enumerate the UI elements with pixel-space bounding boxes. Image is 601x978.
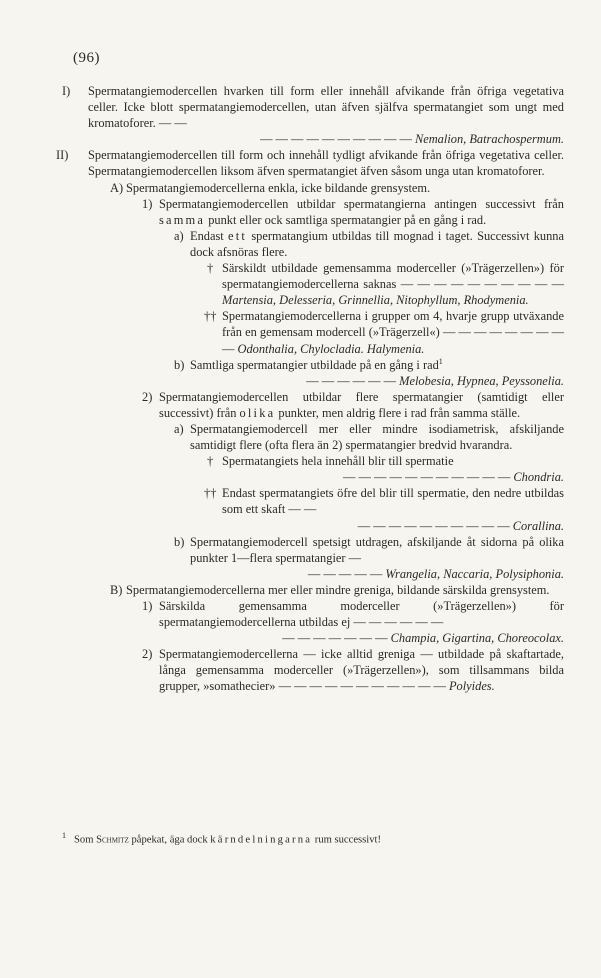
dash-leader: — — — — — — —	[282, 631, 388, 646]
item-text: Spermatangiemodercellerna mer eller mindre greniga, bildande särskilda grensystem.	[126, 582, 550, 597]
genera: Odonthalia, Chylocladia. Halymenia.	[237, 341, 425, 356]
key-item-A2	[62, 389, 564, 421]
key-item-A1a-ddagger	[62, 308, 564, 356]
genera-line	[190, 566, 564, 582]
key-item-A1	[62, 196, 564, 228]
item-label: b)	[174, 357, 185, 372]
item-label: b)	[174, 534, 185, 549]
item-label: 1)	[142, 196, 153, 211]
key-item-A1a-dagger	[62, 260, 564, 308]
item-text: Spermatangiemodercellen till form och innehåll tydligt afvikande från öfriga vegetativa celler. Spermatangiemodercellen liksom äfven spermatangiet äfven såsom unga utan kromatoforer.	[88, 148, 564, 179]
genera: Champia, Gigartina, Choreocolax.	[390, 631, 564, 646]
genera: Melobesia, Hypnea, Peyssonelia.	[399, 373, 564, 388]
genera-line	[88, 131, 564, 147]
item-text-b: punkter, men aldrig flere i rad från samma ställe.	[275, 405, 521, 420]
item-text: Spermatangiemodercellerna — icke alltid greniga — utbildade på skaftartade, långa gemensamma moderceller (»Trägerzellen»), som tillsammans bilda grupper, »somathecier» — — — — — — — — — — —	[159, 647, 564, 694]
dagger-label: ††	[204, 309, 217, 324]
key-item-B2	[62, 646, 564, 694]
footnote-mark: 1	[62, 831, 66, 840]
genera: Polyides.	[448, 679, 495, 694]
item-text: Samtliga spermatangier utbildade på en gång i rad	[190, 357, 439, 372]
footnote-ref: 1	[438, 356, 443, 366]
footnote-emph: kärndelningarna	[210, 834, 313, 846]
key-item-A	[62, 180, 564, 196]
footnote	[62, 829, 582, 847]
dagger-label: †	[207, 261, 214, 276]
footnote-text-b: påpekat, äga dock	[128, 834, 211, 846]
dagger-label: †	[207, 454, 214, 469]
dash-leader: — — — — — — — — — —	[260, 132, 412, 147]
key-item-A2a-ddagger	[62, 485, 564, 533]
dagger-label: ††	[204, 486, 217, 501]
genera-line	[222, 469, 564, 485]
genera-line	[159, 630, 564, 646]
item-label: I)	[62, 84, 71, 98]
item-label: II)	[56, 148, 69, 163]
key-item-II	[56, 147, 564, 179]
item-label: a)	[174, 228, 184, 243]
dash-leader: — — — — — — — — — —	[357, 518, 510, 533]
item-label: A)	[110, 180, 124, 195]
key-item-A2a-dagger	[62, 453, 564, 485]
item-label: 2)	[142, 647, 153, 662]
genera: Corallina.	[512, 518, 564, 533]
key-item-B	[62, 582, 564, 598]
key-body	[56, 83, 564, 695]
genera: Nemalion, Batrachospermum.	[414, 132, 564, 147]
item-text-a: Spermatangiemodercellen utbildar flere spermatangier (samtidigt eller successivt) från	[159, 389, 564, 420]
item-text: Spermatangiemodercellen hvarken till form eller innehåll afvikande från öfriga vegetativa celler. Icke blott spermatangiemodercellen, utan äfven själfva spermatangiet som ungt med kromatoforer. — —	[88, 84, 564, 131]
item-text-b: punkt eller ock samtliga spermatangier på en gång i rad.	[205, 212, 487, 227]
page-number: (96)	[73, 50, 100, 66]
item-emph: samma	[159, 212, 206, 227]
key-item-B1	[62, 598, 564, 646]
key-item-A2a	[62, 421, 564, 453]
item-text-a: Endast	[190, 228, 229, 243]
item-emph: ett	[228, 228, 248, 243]
key-item-I	[62, 83, 564, 147]
item-text: Spermatangiemodercellerna i grupper om 4, hvarje grupp utväxande från en gemensam modercell (»Trägerzell«) — — — — — — — — —	[222, 309, 564, 356]
footnote-text-c: rum successivt!	[312, 834, 381, 846]
genera-line	[222, 518, 564, 534]
dash-leader: — — — — — — — — — — —	[343, 470, 511, 485]
item-label: 1)	[142, 599, 153, 613]
key-item-A1a	[62, 228, 564, 260]
item-text: Särskilda gemensamma moderceller (»Trägerzellen») för spermatangiemodercellerna utbildas ej — — — — — —	[159, 599, 564, 630]
genera: Wrangelia, Naccaria, Polysiphonia.	[385, 566, 564, 581]
item-text: Spermatangiets hela innehåll blir till spermatie	[222, 454, 454, 469]
item-label: a)	[174, 421, 184, 436]
key-item-A1b	[62, 357, 564, 389]
genera: Chondria.	[513, 470, 564, 485]
key-item-A2b	[62, 534, 564, 582]
genera: Martensia, Delesseria, Grinnellia, Nitophyllum, Rhodymenia.	[222, 293, 529, 308]
item-text: Spermatangiemodercell mer eller mindre isodiametrisk, afskiljande samtidigt flere (ofta flera än 2) spermatangier bredvid hvarandra.	[190, 421, 564, 453]
footnote-author: Schmitz	[96, 834, 129, 846]
footnote-text-a: Som	[74, 834, 97, 846]
item-text: Särskildt utbildade gemensamma moderceller (»Trägerzellen») för spermatangiemodercellerna saknas — — — — — — — — — —	[222, 261, 564, 292]
item-text: Spermatangiemodercellerna enkla, icke bildande grensystem.	[126, 180, 431, 195]
item-text-a: Spermatangiemodercellen utbildar spermatangierna antingen successivt från	[159, 196, 564, 211]
item-emph: olika	[239, 405, 276, 420]
dash-leader: — — — — —	[307, 566, 383, 581]
item-label: 2)	[142, 389, 153, 404]
item-text: Spermatangiemodercell spetsigt utdragen, afskiljande åt sidorna på olika punkter 1—flera spermatangier —	[190, 534, 564, 565]
item-text: Endast spermatangiets öfre del blir till spermatie, den nedre utbildas som ett skaft — —	[222, 486, 564, 517]
item-label: B)	[110, 582, 123, 597]
genera-line	[190, 373, 564, 389]
dash-leader: — — — — — —	[306, 373, 397, 388]
item-text-b: spermatangium utbildas till mognad i taget. Successivt kunna dock afsnöras flere.	[190, 228, 564, 259]
